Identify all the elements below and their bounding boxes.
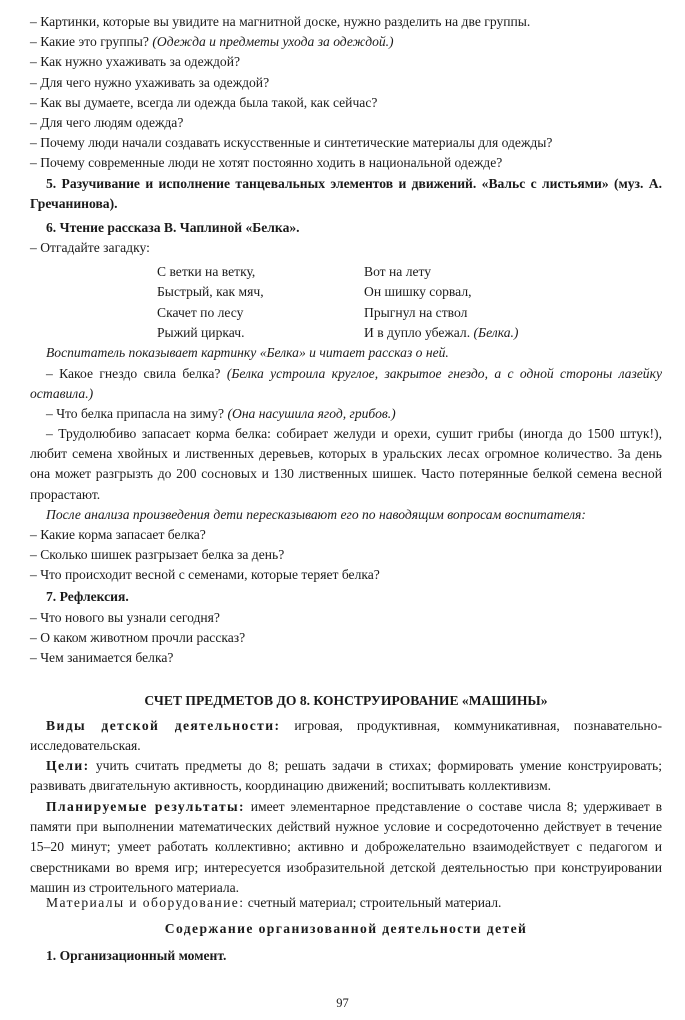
reflection-questions	[30, 608, 662, 669]
question-line: – Как вы думаете, всегда ли одежда была такой, как сейчас?	[30, 94, 378, 110]
poem-line: Быстрый, как мяч,	[157, 284, 264, 300]
poem-line: Вот на лету	[364, 264, 432, 279]
nest-answer: (Белка устроила круглое, закрытое гнездо, а с одной стороны лазейку оставила.)	[30, 366, 662, 402]
poem-line: Прыгнул на ствол	[364, 304, 468, 320]
page-number: 97	[336, 996, 349, 1010]
question-line: – Какие корма запасает белка?	[30, 527, 206, 542]
question-line: – Почему современные люди не хотят постоянно ходить в национальной одежде?	[30, 155, 503, 171]
question-line: – Какие это группы? (Одежда и предметы ухода за одеждой.)	[30, 34, 394, 50]
teacher-note: Воспитатель показывает картинку «Белка» и читает рассказ о ней.	[46, 345, 449, 360]
question-line: – Чем занимается белка?	[30, 650, 174, 666]
question-line: – О каком животном прочли рассказ?	[30, 630, 246, 646]
poem-line: И в дупло убежал. (Белка.)	[364, 325, 519, 341]
materials-label: Материалы и оборудование:	[46, 895, 245, 910]
nest-question: – Какое гнездо свила белка? (Белка устроила круглое, закрытое гнездо, а с одной стороны лазейку оставила.)	[30, 366, 662, 402]
org-moment-heading: 1. Организационный момент.	[46, 948, 227, 963]
section1-questions	[30, 12, 662, 174]
activities-label: Виды детской деятельности:	[46, 718, 281, 733]
question-line: – Картинки, которые вы увидите на магнитной доске, нужно разделить на две группы.	[30, 14, 531, 29]
heading-7: 7. Рефлексия.	[46, 589, 129, 604]
question-line: – Как нужно ухаживать за одеждой?	[30, 54, 241, 70]
poem-line: Он шишку сорвал,	[364, 284, 472, 300]
winter-question: – Что белка припасла на зиму? (Она насушила ягод, грибов.)	[46, 406, 396, 421]
poem-line: Скачет по лесу	[157, 304, 244, 320]
heading-6: 6. Чтение рассказа В. Чаплиной «Белка».	[46, 220, 300, 235]
content-heading: Содержание организованной деятельности детей	[164, 921, 528, 936]
after-reading-note: После анализа произведения дети пересказывают его по наводящим вопросам воспитателя:	[46, 507, 586, 522]
winter-answer: (Она насушила ягод, грибов.)	[227, 406, 396, 421]
answer-text: (Одежда и предметы ухода за одеждой.)	[152, 34, 394, 50]
activities-paragraph: Виды детской деятельности: игровая, продуктивная, коммуникативная, познавательно-исследовательская.	[30, 718, 662, 754]
story-paragraph: – Трудолюбиво запасает корма белка: собирает желуди и орехи, сушит грибы (иногда до 1500 штук!), любит семена хвойных и лиственных деревьев, которых в уральских лесах огромное количество. За день она может разгрызть до 200 сосновых и 130 лиственных шишек. Часто потерянные белкой семена весной прорастают.	[30, 426, 662, 502]
goals-label: Цели:	[46, 758, 90, 773]
riddle-answer: (Белка.)	[473, 325, 519, 341]
results-paragraph: Планируемые результаты: имеет элементарное представление о составе числа 8; удерживает в памяти при выполнении математических действий нужное условие и сосредоточенно действует в течение 15–20 минут; умеет работать коллективно; активно и доброжелательно взаимодействует с педагогом и сверстниками во время игр; интересуется изобразительной детской деятельностью при конструировании машин из строительного материала.	[30, 799, 663, 895]
poem-line: С ветки на ветку,	[157, 264, 256, 279]
question-line: – Для чего нужно ухаживать за одеждой?	[30, 74, 270, 90]
materials-paragraph: Материалы и оборудование: счетный материал; строительный материал.	[46, 895, 502, 910]
poem-left-column	[157, 262, 264, 344]
poem-line: Рыжий циркач.	[157, 325, 245, 341]
goals-paragraph: Цели: учить считать предметы до 8; решать задачи в стихах; формировать умение конструировать; развивать двигательную активность, координацию движений; воспитывать коллективизм.	[30, 758, 662, 794]
question-line: – Для чего людям одежда?	[30, 115, 184, 131]
retell-questions	[30, 525, 662, 586]
heading-5: 5. Разучивание и исполнение танцевальных элементов и движений. «Вальс с листьями» (муз. А. Гречанинова).	[30, 176, 662, 212]
question-line: – Что происходит весной с семенами, которые теряет белка?	[30, 567, 380, 583]
poem-right-column	[364, 262, 518, 344]
question-line: – Что нового вы узнали сегодня?	[30, 610, 220, 625]
riddle-intro: – Отгадайте загадку:	[30, 240, 150, 255]
question-line: – Сколько шишек разгрызает белка за день?	[30, 547, 285, 563]
lesson-title: СЧЕТ ПРЕДМЕТОВ ДО 8. КОНСТРУИРОВАНИЕ «МАШИНЫ»	[144, 693, 548, 708]
results-label: Планируемые результаты:	[46, 799, 245, 814]
question-line: – Почему люди начали создавать искусственные и синтетические материалы для одежды?	[30, 135, 553, 151]
